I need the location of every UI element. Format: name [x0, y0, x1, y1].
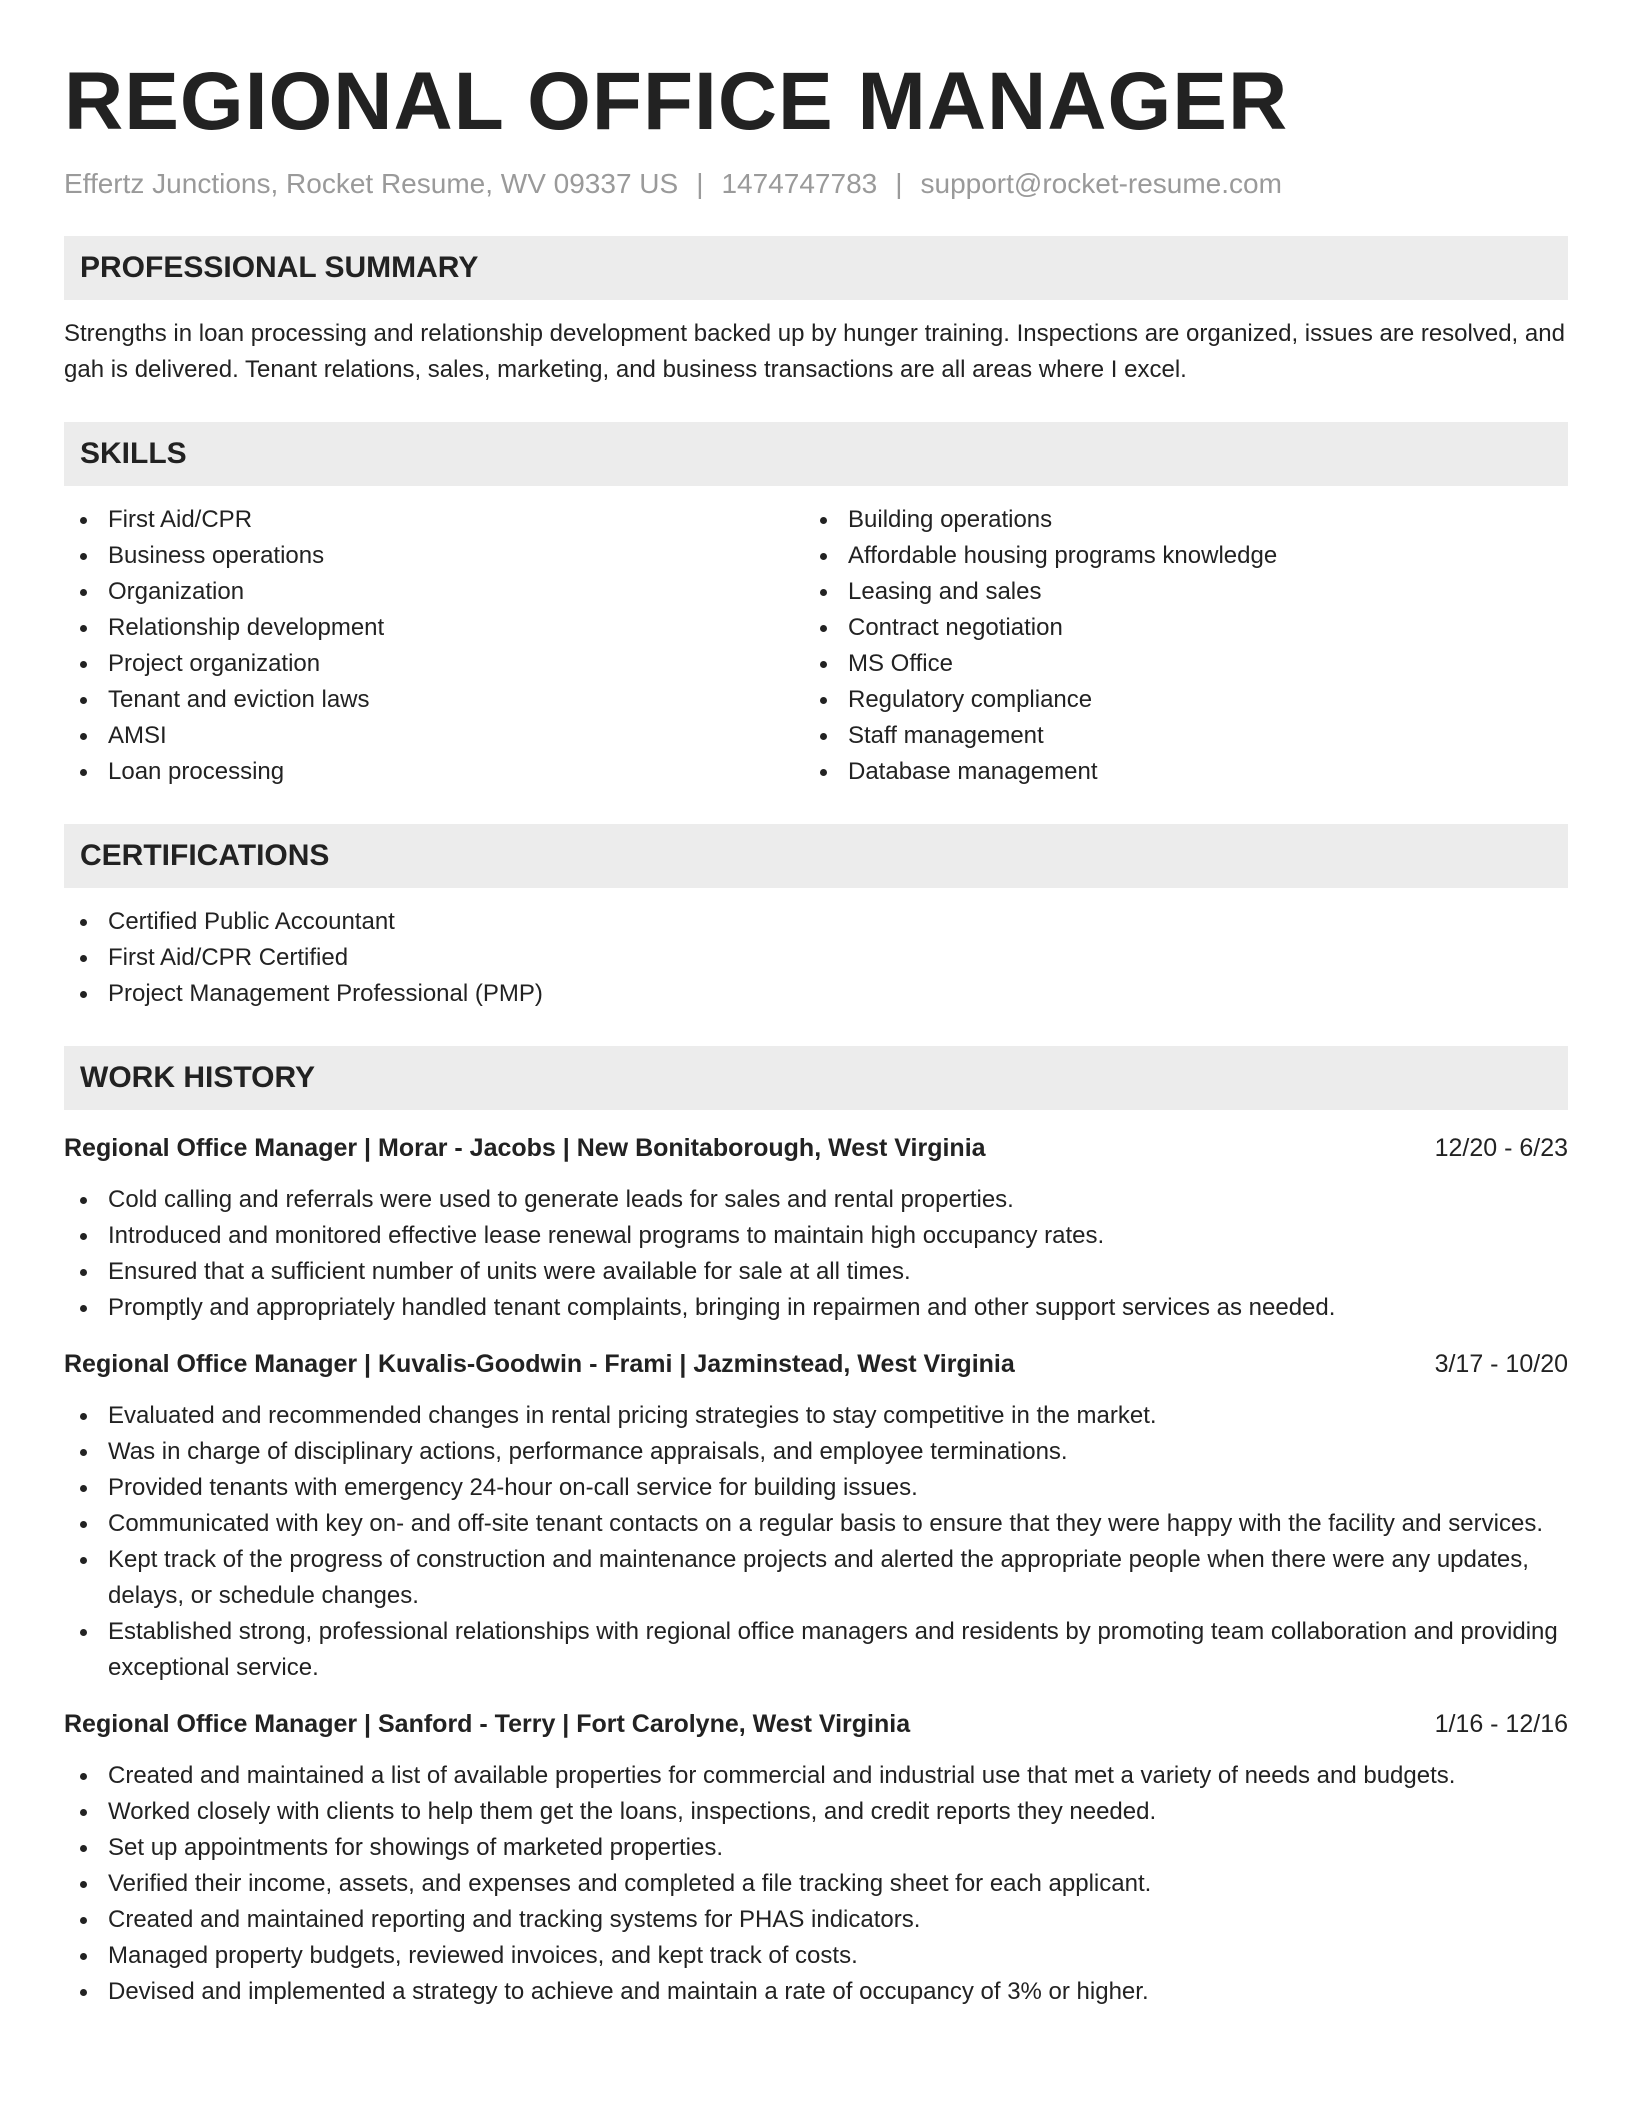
- skill-item: Organization: [64, 574, 804, 610]
- job-bullet: Created and maintained reporting and tracking systems for PHAS indicators.: [64, 1902, 1568, 1938]
- job-header: [64, 1346, 1568, 1382]
- skill-item: Building operations: [804, 502, 1544, 538]
- certifications-heading: CERTIFICATIONS: [64, 824, 1568, 888]
- job-bullet: Created and maintained a list of available properties for commercial and industrial use that met a variety of needs and budgets.: [64, 1758, 1568, 1794]
- certification-item: First Aid/CPR Certified: [64, 940, 1568, 976]
- job-bullet: Managed property budgets, reviewed invoices, and kept track of costs.: [64, 1938, 1568, 1974]
- job-title: Regional Office Manager | Sanford - Terry | Fort Carolyne, West Virginia: [64, 1710, 911, 1738]
- job-bullet: Kept track of the progress of construction and maintenance projects and alerted the appropriate people when there were any updates, delays, or schedule changes.: [64, 1542, 1568, 1614]
- job-bullet: Devised and implemented a strategy to achieve and maintain a rate of occupancy of 3% or higher.: [64, 1974, 1568, 2010]
- job-title: Regional Office Manager | Kuvalis-Goodwin - Frami | Jazminstead, West Virginia: [64, 1350, 1015, 1378]
- skills-columns: [64, 502, 1568, 790]
- skill-item: Leasing and sales: [804, 574, 1544, 610]
- skill-item: Relationship development: [64, 610, 804, 646]
- contact-email: support@rocket-resume.com: [920, 168, 1282, 199]
- job-bullet: Introduced and monitored effective lease renewal programs to maintain high occupancy rates.: [64, 1218, 1568, 1254]
- summary-text: Strengths in loan processing and relationship development backed up by hunger training. Inspections are organized, issues are resolved, and gah is delivered. Tenant relations, sales, marketing, and business transactions are all areas where I excel.: [64, 320, 1565, 383]
- contact-separator: |: [895, 168, 903, 199]
- skill-item: Contract negotiation: [804, 610, 1544, 646]
- job-bullet: Was in charge of disciplinary actions, performance appraisals, and employee terminations.: [64, 1434, 1568, 1470]
- job-title: Regional Office Manager | Morar - Jacobs | New Bonitaborough, West Virginia: [64, 1134, 986, 1162]
- skills-heading: SKILLS: [64, 422, 1568, 486]
- job-bullets: [64, 1758, 1568, 2010]
- job-entry: [64, 1706, 1568, 2010]
- job-bullet: Communicated with key on- and off-site tenant contacts on a regular basis to ensure that they were happy with the facility and services.: [64, 1506, 1568, 1542]
- skill-item: MS Office: [804, 646, 1544, 682]
- job-bullets: [64, 1182, 1568, 1326]
- job-header: [64, 1706, 1568, 1742]
- job-bullet: Cold calling and referrals were used to generate leads for sales and rental properties.: [64, 1182, 1568, 1218]
- contact-phone: 1474747783: [721, 168, 878, 199]
- job-dates: 1/16 - 12/16: [1434, 1710, 1568, 1738]
- skills-right-list: [804, 502, 1544, 790]
- job-header: [64, 1130, 1568, 1166]
- job-bullet: Promptly and appropriately handled tenant complaints, bringing in repairmen and other support services as needed.: [64, 1290, 1568, 1326]
- skill-item: Business operations: [64, 538, 804, 574]
- certification-item: Certified Public Accountant: [64, 904, 1568, 940]
- job-entry: [64, 1130, 1568, 1326]
- certifications-list: [64, 904, 1568, 1012]
- job-bullet: Set up appointments for showings of marketed properties.: [64, 1830, 1568, 1866]
- summary-heading: PROFESSIONAL SUMMARY: [64, 236, 1568, 300]
- skill-item: Tenant and eviction laws: [64, 682, 804, 718]
- skill-item: Regulatory compliance: [804, 682, 1544, 718]
- certification-item: Project Management Professional (PMP): [64, 976, 1568, 1012]
- contact-address: Effertz Junctions, Rocket Resume, WV 09337 US: [64, 168, 679, 199]
- job-entry: [64, 1346, 1568, 1686]
- job-dates: 3/17 - 10/20: [1434, 1350, 1568, 1378]
- job-bullets: [64, 1398, 1568, 1686]
- skill-item: Project organization: [64, 646, 804, 682]
- job-bullet: Verified their income, assets, and expenses and completed a file tracking sheet for each applicant.: [64, 1866, 1568, 1902]
- skill-item: AMSI: [64, 718, 804, 754]
- resume-name: REGIONAL OFFICE MANAGER: [64, 56, 1289, 147]
- contact-separator: |: [696, 168, 704, 199]
- job-bullet: Ensured that a sufficient number of units were available for sale at all times.: [64, 1254, 1568, 1290]
- job-bullet: Provided tenants with emergency 24-hour on-call service for building issues.: [64, 1470, 1568, 1506]
- skill-item: Affordable housing programs knowledge: [804, 538, 1544, 574]
- skill-item: First Aid/CPR: [64, 502, 804, 538]
- skill-item: Staff management: [804, 718, 1544, 754]
- contact-line: [64, 166, 1568, 202]
- skill-item: Loan processing: [64, 754, 804, 790]
- skill-item: Database management: [804, 754, 1544, 790]
- job-dates: 12/20 - 6/23: [1434, 1134, 1568, 1162]
- job-bullet: Established strong, professional relationships with regional office managers and residents by promoting team collaboration and providing exceptional service.: [64, 1614, 1568, 1686]
- work-history-heading: WORK HISTORY: [64, 1046, 1568, 1110]
- job-bullet: Worked closely with clients to help them get the loans, inspections, and credit reports they needed.: [64, 1794, 1568, 1830]
- job-bullet: Evaluated and recommended changes in rental pricing strategies to stay competitive in the market.: [64, 1398, 1568, 1434]
- skills-left-list: [64, 502, 804, 790]
